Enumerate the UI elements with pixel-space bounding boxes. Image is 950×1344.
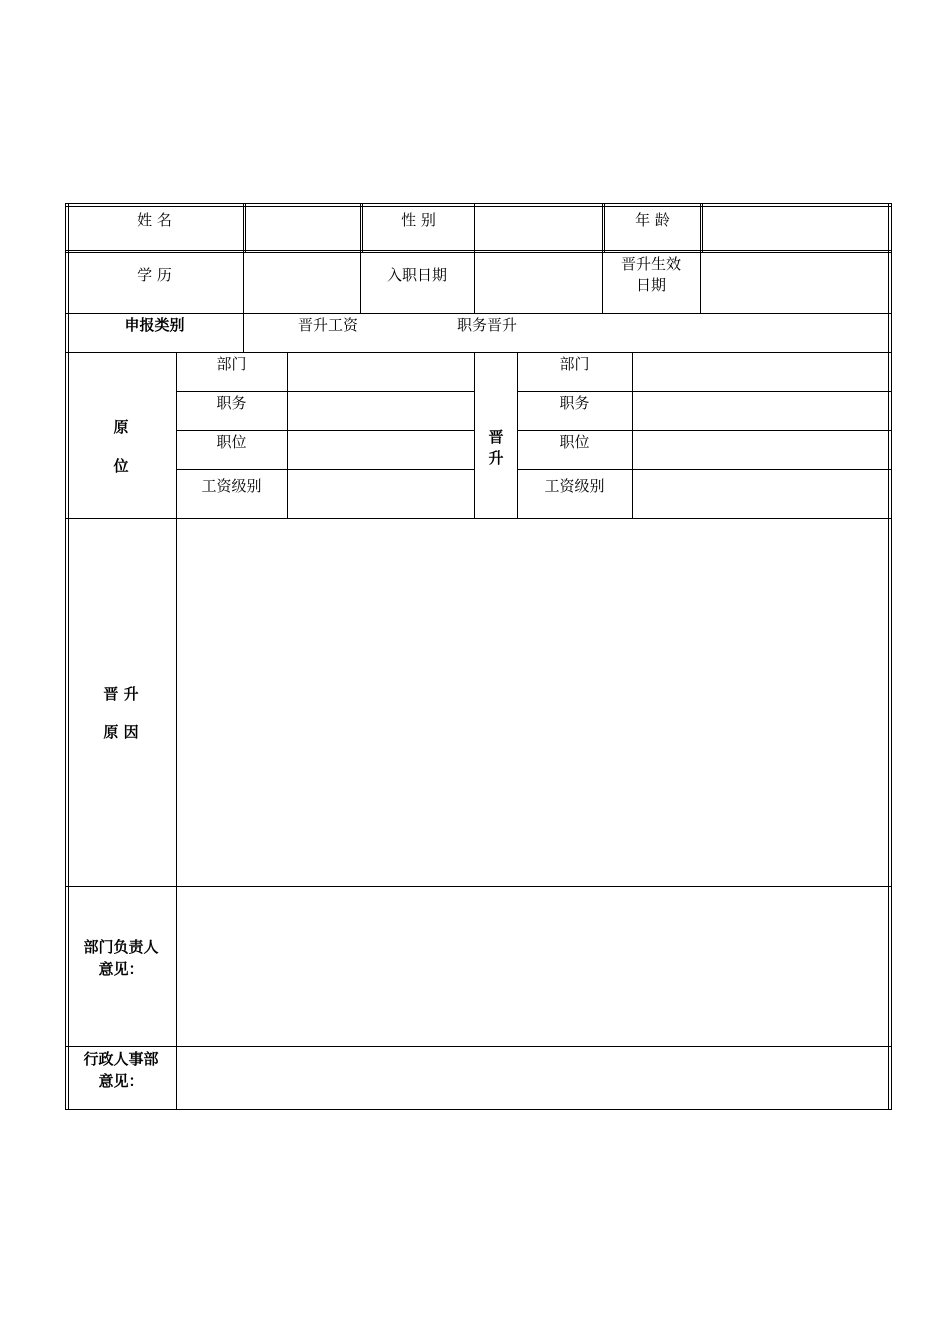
education-field[interactable] bbox=[244, 253, 360, 313]
promoted-side-char-1: 晋 bbox=[488, 428, 504, 446]
dept-head-label-line2: 意见： bbox=[98, 960, 144, 978]
orig-duty-label: 职务 bbox=[216, 394, 247, 412]
admin-hr-label-line1: 行政人事部 bbox=[83, 1050, 159, 1068]
promo-salary-grade-label: 工资级别 bbox=[544, 477, 605, 495]
promoted-side-char-2: 升 bbox=[488, 449, 504, 467]
name-field[interactable] bbox=[246, 207, 360, 250]
original-side-char-2: 位 bbox=[113, 457, 129, 475]
age-field[interactable] bbox=[703, 207, 888, 250]
dept-head-label-line1: 部门负责人 bbox=[83, 938, 159, 956]
orig-position-label: 职位 bbox=[216, 433, 247, 451]
orig-department-label: 部门 bbox=[216, 355, 247, 373]
effective-date-label-line2: 日期 bbox=[635, 276, 666, 294]
promo-position-field[interactable] bbox=[633, 431, 888, 469]
reason-field[interactable] bbox=[177, 519, 888, 886]
application-type-label: 申报类别 bbox=[124, 316, 185, 334]
name-label: 姓 名 bbox=[137, 211, 172, 229]
gender-field[interactable] bbox=[475, 207, 602, 250]
row1-bottom-line bbox=[66, 250, 891, 251]
education-label: 学 历 bbox=[137, 266, 172, 284]
orig-salary-grade-label: 工资级别 bbox=[201, 477, 262, 495]
admin-hr-opinion-field[interactable] bbox=[177, 1047, 888, 1109]
promo-department-field[interactable] bbox=[633, 353, 888, 391]
orig-duty-field[interactable] bbox=[288, 392, 474, 430]
double-border-right bbox=[888, 204, 889, 1109]
gender-label: 性 别 bbox=[401, 211, 436, 229]
promo-department-label: 部门 bbox=[559, 355, 590, 373]
hire-date-label: 入职日期 bbox=[386, 266, 447, 284]
orig-department-field[interactable] bbox=[288, 353, 474, 391]
dept-head-opinion-field[interactable] bbox=[177, 887, 888, 1046]
promo-position-label: 职位 bbox=[559, 433, 590, 451]
promotion-application-form bbox=[65, 203, 892, 1110]
orig-salary-grade-field[interactable] bbox=[288, 470, 474, 518]
option-position-promotion[interactable]: 职务晋升 bbox=[456, 316, 517, 334]
promo-duty-field[interactable] bbox=[633, 392, 888, 430]
promo-duty-label: 职务 bbox=[559, 394, 590, 412]
reason-label-line2: 原 因 bbox=[103, 723, 139, 741]
age-label: 年 龄 bbox=[635, 211, 670, 229]
promo-salary-grade-field[interactable] bbox=[633, 470, 888, 518]
hire-date-field[interactable] bbox=[475, 253, 602, 313]
effective-date-field[interactable] bbox=[701, 253, 888, 313]
reason-label-line1: 晋 升 bbox=[103, 685, 139, 703]
orig-position-field[interactable] bbox=[288, 431, 474, 469]
effective-date-label-line1: 晋升生效 bbox=[620, 255, 681, 273]
original-side-char-1: 原 bbox=[113, 418, 129, 436]
col-line-b bbox=[360, 204, 361, 313]
option-salary-promotion[interactable]: 晋升工资 bbox=[297, 316, 358, 334]
admin-hr-label-line2: 意见： bbox=[98, 1072, 144, 1090]
row2-bottom-line bbox=[66, 313, 891, 314]
